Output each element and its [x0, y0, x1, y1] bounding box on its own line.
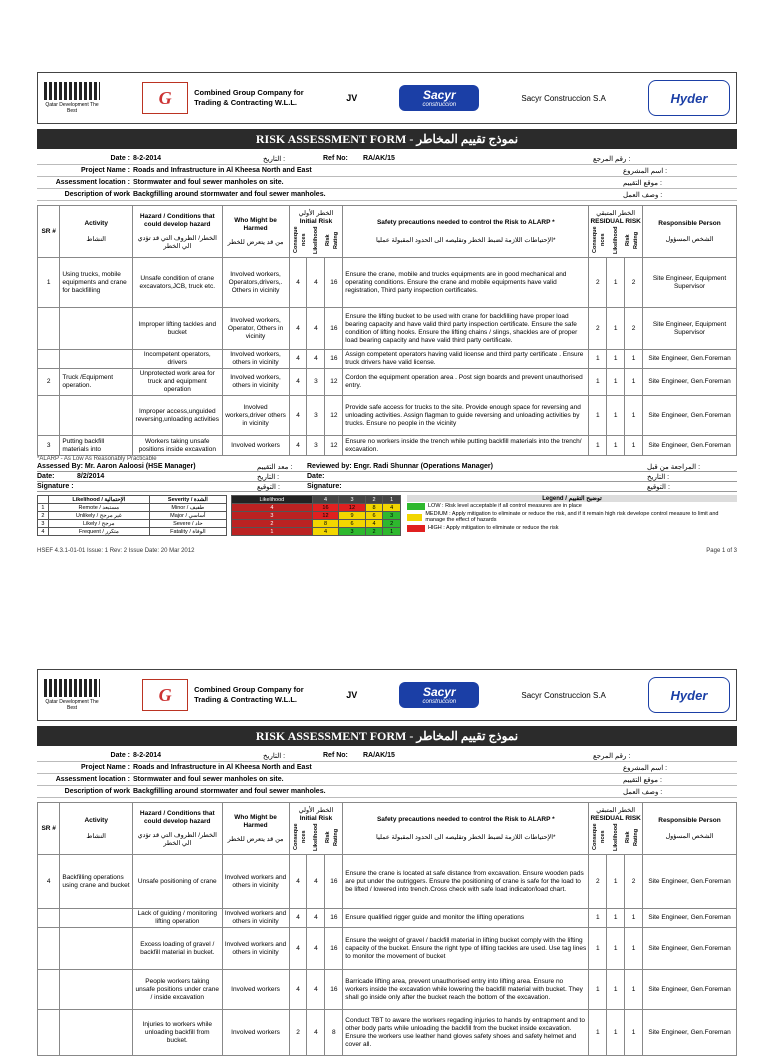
hdr-initial-risk: الخطر الأولي Initial Risk Conseque nces Likelihood Risk Rating: [289, 803, 343, 855]
hdr-activity: Activity النشاط: [60, 206, 133, 258]
matrix-row: [38, 512, 227, 520]
reviewed-signature-label: Signature:: [307, 483, 342, 490]
date-value: 8-2-2014: [133, 155, 162, 162]
cell-rc: 1: [589, 436, 607, 456]
cell-sr: [38, 928, 60, 970]
grid-row-header: 3: [232, 512, 313, 520]
cell-rc: 1: [589, 396, 607, 436]
hdr-hazard: Hazard / Conditions that could develop hazard الخطر/ الظروف التي قد تؤدي الي الخطر: [133, 803, 222, 855]
hdr-who: Who Might be Harmed من قد يتعرض للخطر: [222, 206, 289, 258]
hdr-who: Who Might be Harmed من قد يتعرض للخطر: [222, 803, 289, 855]
grid-cell: 6: [339, 520, 366, 528]
cell-rr: 2: [625, 258, 643, 308]
risk-table: [37, 205, 737, 456]
cell-rl: 1: [607, 396, 625, 436]
cell-sr: [38, 308, 60, 350]
cell-r: 16: [325, 928, 343, 970]
date-value: 8-2-2014: [133, 752, 162, 759]
cell-sr: 2: [38, 369, 60, 396]
sacyr-name: Sacyr Construccion S.A: [521, 93, 606, 103]
hyder-logo: Hyder: [648, 80, 730, 116]
cell-l: 4: [307, 308, 325, 350]
work-value: Backgfilling around stormwater and foul sewer manholes.: [133, 788, 326, 795]
cell-hazard: Unsafe condition of crane excavators,JCB, truck etc.: [133, 258, 222, 308]
date-label: Date :: [110, 752, 130, 759]
cell-l: 4: [307, 970, 325, 1010]
cell-sr: [38, 909, 60, 928]
cell-activity: [60, 970, 133, 1010]
grid-row: [232, 520, 401, 528]
cell-hazard: Incompetent operators, drivers: [133, 350, 222, 369]
grid-row-header: 4: [232, 504, 313, 512]
cell-c: 4: [289, 350, 307, 369]
cell-who: Involved workers, others in vicinity: [222, 350, 289, 369]
cell-r: 16: [325, 350, 343, 369]
cell-rc: 1: [589, 970, 607, 1010]
cell-precaution: Ensure no workers inside the trench while putting backfill materials into the trench/ excavation.: [343, 436, 589, 456]
cell-resp: Site Engineer, Gen.Foreman: [643, 855, 737, 909]
table-header-row: [38, 803, 737, 855]
cell-resp: Site Engineer, Gen.Foreman: [643, 436, 737, 456]
cell-c: 4: [289, 970, 307, 1010]
ref-ar: رقم المرجع :: [593, 155, 631, 163]
date-label: Date :: [110, 155, 130, 162]
project-label: Project Name :: [80, 764, 130, 771]
cell-who: Involved workers and others in vicinity: [222, 909, 289, 928]
hdr-responsible: Responsible Person الشخص المسؤول: [643, 803, 737, 855]
cell-activity: Backfilling operations using crane and bucket: [60, 855, 133, 909]
hdr-residual-risk: الخطر المتبقي RESIDUAL RISK Conseque nces Likelihood Risk Rating: [589, 206, 643, 258]
hyder-logo: Hyder: [648, 677, 730, 713]
cell-l: 4: [307, 350, 325, 369]
cell-r: 8: [325, 1010, 343, 1056]
cell-l: 3: [307, 369, 325, 396]
cell-rl: 1: [607, 1010, 625, 1056]
cell-l: 4: [307, 855, 325, 909]
cell-precaution: Cordon the equipment operation area . Post sign boards and prevent unauthorised entry.: [343, 369, 589, 396]
table-row: [38, 436, 737, 456]
matrix-cell-lk: Unlikely / غير مرجح: [48, 512, 149, 520]
cell-r: 16: [325, 258, 343, 308]
cell-resp: Site Engineer, Gen.Foreman: [643, 350, 737, 369]
matrix-cell-sv: Major / أساسي: [149, 512, 226, 520]
cell-hazard: Injuries to workers while unloading backfill from bucket.: [133, 1010, 222, 1056]
cell-resp: Site Engineer, Gen.Foreman: [643, 909, 737, 928]
table-row: [38, 855, 737, 909]
grid-cell: 2: [365, 528, 383, 536]
hdr-responsible: Responsible Person الشخص المسؤول: [643, 206, 737, 258]
qatar-logo: Qatar Development The Best: [44, 679, 100, 711]
grid-cell: 16: [312, 504, 339, 512]
cell-resp: Site Engineer, Gen.Foreman: [643, 970, 737, 1010]
cell-c: 4: [289, 308, 307, 350]
table-header-row: [38, 206, 737, 258]
matrix-cell-n: 1: [38, 504, 49, 512]
likelihood-severity-table: Likelihood / الإحتمالية Severity / الشدة 1 Remote / مستبعد Minor / طفيف 2 Unlikely / غير مرجح Major / أساسي 3 Likely / مرجح Severe / حاد 4 Frequent / متكرر Fatality / الوفاة: [37, 495, 227, 536]
grid-cell: 12: [339, 504, 366, 512]
hdr-residual-risk: الخطر المتبقي RESIDUAL RISK Conseque nces Likelihood Risk Rating: [589, 803, 643, 855]
grid-cell: 4: [383, 504, 401, 512]
cg-mark-icon: G: [142, 679, 188, 711]
grid-cell: 8: [365, 504, 383, 512]
legend-high: HIGH : Apply mitigation to eliminate or reduce the risk: [428, 525, 559, 531]
page-footer: [37, 548, 737, 554]
project-label: Project Name :: [80, 167, 130, 174]
work-label: Description of work: [64, 788, 130, 795]
cell-resp: Site Engineer, Gen.Foreman: [643, 1010, 737, 1056]
cell-sr: [38, 970, 60, 1010]
cell-activity: Truck /Equipment operation.: [60, 369, 133, 396]
ref-label: Ref No:: [323, 752, 348, 759]
cell-sr: [38, 396, 60, 436]
work-label: Description of work: [64, 191, 130, 198]
cell-rl: 1: [607, 436, 625, 456]
cell-l: 4: [307, 258, 325, 308]
location-value: Stormwater and foul sewer manholes on site.: [133, 179, 284, 186]
cell-hazard: Excess loading of gravel / backfill material in bucket.: [133, 928, 222, 970]
cell-hazard: Lack of guiding / monitoring lifting operation: [133, 909, 222, 928]
assessed-signature-ar: التوقيع :: [257, 483, 280, 491]
cell-r: 12: [325, 436, 343, 456]
cell-rc: 1: [589, 928, 607, 970]
table-row: [38, 1010, 737, 1056]
grid-col-header: 3: [339, 496, 366, 504]
cell-r: 16: [325, 970, 343, 1010]
cell-precaution: Provide safe access for trucks to the site. Provide enough space for reversing and unloading activities. Assign flagman to guide reversing and unloading activities by trucks. Ensure no people in the vicinity: [343, 396, 589, 436]
location-ar: موقع التقييم :: [623, 179, 662, 187]
cell-rl: 1: [607, 909, 625, 928]
cell-rl: 1: [607, 855, 625, 909]
cell-rc: 2: [589, 258, 607, 308]
matrix-row: [38, 504, 227, 512]
cell-l: 3: [307, 396, 325, 436]
cell-c: 4: [289, 258, 307, 308]
ref-value: RA/AK/15: [363, 752, 395, 759]
cell-rl: 1: [607, 928, 625, 970]
cell-l: 4: [307, 1010, 325, 1056]
date-ar: التاريخ :: [263, 752, 286, 760]
ref-value: RA/AK/15: [363, 155, 395, 162]
reviewed-ar: المراجعة من قبل :: [647, 463, 701, 471]
sacyr-name: Sacyr Construccion S.A: [521, 690, 606, 700]
form-title: RISK ASSESSMENT FORM - نموذج تقييم المخاطر: [37, 129, 737, 149]
legend-medium: MEDIUM : Apply mitigation to eliminate or reduce the risk, and if it remain high risk develope control measure to limit and manage the effect of hazards: [425, 511, 719, 523]
cell-rc: 1: [589, 909, 607, 928]
cell-hazard: Improper lifting tackles and bucket: [133, 308, 222, 350]
matrix-cell-n: 4: [38, 528, 49, 536]
cell-resp: Site Engineer, Gen.Foreman: [643, 928, 737, 970]
cell-sr: 1: [38, 258, 60, 308]
legend-low: LOW : Risk level acceptable if all control measures are in place: [428, 503, 582, 509]
matrix-row: [38, 520, 227, 528]
grid-col-header: 1: [383, 496, 401, 504]
location-label: Assessment location :: [55, 179, 130, 186]
grid-col-header: 4: [312, 496, 339, 504]
cell-rc: 1: [589, 369, 607, 396]
info-block: [37, 153, 737, 201]
grid-cell: 12: [312, 512, 339, 520]
form-title: RISK ASSESSMENT FORM - نموذج تقييم المخاطر: [37, 726, 737, 746]
cell-sr: 3: [38, 436, 60, 456]
date-ar: التاريخ :: [263, 155, 286, 163]
cell-sr: [38, 1010, 60, 1056]
legend-medium-swatch: [407, 514, 422, 521]
cell-rr: 1: [625, 970, 643, 1010]
cell-precaution: Ensure the crane is located at safe distance from excavation. Ensure wooden pads are put under the outriggers. Ensure the positioning of crane is safe for the load to be lifted / lowered into trench.Cross check with safe load indicator/load chart.: [343, 855, 589, 909]
cell-who: Involved workers: [222, 970, 289, 1010]
matrix-cell-sv: Fatality / الوفاة: [149, 528, 226, 536]
risk-matrix-block: [37, 495, 737, 536]
cell-activity: [60, 350, 133, 369]
legend: [407, 495, 737, 536]
cell-hazard: Improper access,unguided reversing,unloading activities: [133, 396, 222, 436]
sacyr-logo: Sacyr construccion: [399, 682, 479, 708]
form-page-1: [37, 72, 737, 554]
cell-who: Involved workers: [222, 1010, 289, 1056]
project-ar: اسم المشروع :: [623, 167, 668, 175]
cell-who: Involved workers: [222, 436, 289, 456]
cell-c: 4: [289, 928, 307, 970]
cell-hazard: Unprotected work area for truck and equipment operation: [133, 369, 222, 396]
cell-activity: [60, 308, 133, 350]
grid-cell: 6: [365, 512, 383, 520]
ref-label: Ref No:: [323, 155, 348, 162]
alarp-note: *ALARP - As Low As Reasonably Practicable: [37, 456, 157, 462]
cell-sr: 4: [38, 855, 60, 909]
project-ar: اسم المشروع :: [623, 764, 668, 772]
hdr-activity: Activity النشاط: [60, 803, 133, 855]
hdr-hazard: Hazard / Conditions that could develop hazard الخطر/ الظروف التي قد تؤدي الي الخطر: [133, 206, 222, 258]
table-row: [38, 396, 737, 436]
ref-ar: رقم المرجع :: [593, 752, 631, 760]
cell-precaution: Ensure qualified rigger guide and monitor the lifting operations: [343, 909, 589, 928]
grid-row: [232, 528, 401, 536]
assessed-date-ar: التاريخ :: [257, 473, 280, 481]
cell-precaution: Barricade lifting area, prevent unauthorised entry into lifting area. Ensure no workers inside the excavation while lowering the backfill material with bucket. They shall go inside only after the bucket reach the bottom of the excavation.: [343, 970, 589, 1010]
cell-c: 4: [289, 436, 307, 456]
cell-hazard: Workers taking unsafe positions inside excavation: [133, 436, 222, 456]
reviewed-signature-ar: التوقيع :: [647, 483, 670, 491]
assessed-date: 8/2/2014: [77, 473, 105, 480]
cell-l: 3: [307, 436, 325, 456]
cell-c: 4: [289, 396, 307, 436]
cell-rr: 1: [625, 396, 643, 436]
cell-hazard: Unsafe positioning of crane: [133, 855, 222, 909]
grid-cell: 4: [365, 520, 383, 528]
grid-col-header: 2: [365, 496, 383, 504]
cell-activity: [60, 1010, 133, 1056]
location-label: Assessment location :: [55, 776, 130, 783]
project-value: Roads and Infrastructure in Al Kheesa North and East: [133, 167, 312, 174]
doc-ref: HSEF 4.3.1-01-01 Issue: 1 Rev: 2 Issue Date: 20 Mar 2012: [37, 548, 195, 554]
cell-rl: 1: [607, 970, 625, 1010]
assessed-by: Assessed By: Mr. Aaron Aaloosi (HSE Manager): [37, 463, 196, 470]
cell-who: Involved workers, Operator, Others in vicinity: [222, 308, 289, 350]
matrix-cell-n: 2: [38, 512, 49, 520]
cell-c: 2: [289, 1010, 307, 1056]
grid-cell: 4: [312, 528, 339, 536]
info-block: [37, 750, 737, 798]
matrix-cell-n: 3: [38, 520, 49, 528]
hdr-precautions: Safety precautions needed to control the Risk to ALARP * الإحتياطات اللازمة لضبط الخطر وتقليصه الى الحدود المقبولة عمليا*: [343, 803, 589, 855]
cell-rl: 1: [607, 258, 625, 308]
cell-c: 4: [289, 369, 307, 396]
cell-precaution: Ensure the crane, mobile and trucks equipments are in good mechanical and operating conditions. Ensure the crane and mobile equipments have valid registration, Third party inspection certificates.: [343, 258, 589, 308]
grid-cell: 9: [339, 512, 366, 520]
risk-table: [37, 802, 737, 1056]
cell-activity: Using trucks, mobile equipments and crane for backfilling: [60, 258, 133, 308]
legend-high-swatch: [407, 525, 425, 532]
table-row: [38, 928, 737, 970]
reviewed-by: Reviewed by: Engr. Radi Shunnar (Operations Manager): [307, 463, 493, 470]
matrix-row: [38, 528, 227, 536]
table-row: [38, 369, 737, 396]
jv-label: JV: [346, 93, 358, 103]
matrix-cell-sv: Severe / حاد: [149, 520, 226, 528]
cell-rr: 1: [625, 909, 643, 928]
cell-resp: Site Engineer, Gen.Foreman: [643, 369, 737, 396]
form-page-2: [37, 669, 737, 1056]
work-value: Backgfilling around stormwater and foul sewer manholes.: [133, 191, 326, 198]
cell-rl: 1: [607, 369, 625, 396]
cell-rr: 1: [625, 369, 643, 396]
jv-label: JV: [346, 690, 358, 700]
cell-who: Involved workers, Operators,drivers,. Others in vicinity: [222, 258, 289, 308]
cell-resp: Site Engineer, Gen.Foreman: [643, 396, 737, 436]
cell-rl: 1: [607, 308, 625, 350]
grid-cell: 8: [312, 520, 339, 528]
grid-cell: 1: [383, 528, 401, 536]
cg-mark-icon: G: [142, 82, 188, 114]
cell-rr: 2: [625, 308, 643, 350]
cell-sr: [38, 350, 60, 369]
cell-activity: [60, 396, 133, 436]
cell-precaution: Ensure the weight of gravel / backfill material in lifting bucket comply with the lifting capacity of the bucket. Ensure the right type of lifting tackles are used. Use tag lines to monitor the movement of bucket: [343, 928, 589, 970]
hdr-sr: SR #: [38, 206, 60, 258]
page-number: Page 1 of 3: [706, 548, 737, 554]
cell-rc: 1: [589, 350, 607, 369]
hdr-sr: SR #: [38, 803, 60, 855]
legend-title: Legend / توضيح التقييم: [407, 495, 737, 502]
work-ar: وصف العمل :: [623, 788, 663, 796]
matrix-cell-lk: Frequent / متكرر: [48, 528, 149, 536]
cell-r: 16: [325, 855, 343, 909]
hdr-precautions: Safety precautions needed to control the Risk to ALARP * الإحتياطات اللازمة لضبط الخطر وتقليصه الى الحدود المقبولة عمليا*: [343, 206, 589, 258]
grid-row: [232, 504, 401, 512]
location-ar: موقع التقييم :: [623, 776, 662, 784]
cell-rr: 2: [625, 855, 643, 909]
matrix-cell-lk: Remote / مستبعد: [48, 504, 149, 512]
cell-precaution: Conduct TBT to aware the workers regading injuries to hands by entrapment and to other body parts while unloading the backfill from the bucket inside excavation. Ensure the workers use leather hand gloves safety shoes and safety helmet and cover all.: [343, 1010, 589, 1056]
cell-r: 16: [325, 308, 343, 350]
cell-rr: 1: [625, 350, 643, 369]
qatar-logo: Qatar Development The Best: [44, 82, 100, 114]
grid-row: [232, 512, 401, 520]
cell-l: 4: [307, 928, 325, 970]
cell-rr: 1: [625, 1010, 643, 1056]
cell-rr: 1: [625, 436, 643, 456]
cell-c: 4: [289, 855, 307, 909]
grid-row-header: 2: [232, 520, 313, 528]
grid-cell: 3: [383, 512, 401, 520]
sacyr-logo: Sacyr construccion: [399, 85, 479, 111]
cell-c: 4: [289, 909, 307, 928]
table-row: [38, 970, 737, 1010]
reviewed-date-label: Date:: [307, 473, 325, 480]
cell-hazard: People workers taking unsafe positions under crane / inside excavation: [133, 970, 222, 1010]
cell-rr: 1: [625, 928, 643, 970]
combined-group-logo: [142, 80, 304, 116]
cell-rc: 2: [589, 855, 607, 909]
matrix-cell-lk: Likely / مرجح: [48, 520, 149, 528]
assessed-ar: معد التقييم :: [257, 463, 293, 471]
cell-who: Involved workers,driver others in vicinity: [222, 396, 289, 436]
company-name: Combined Group Company for Trading & Contracting W.L.L.: [194, 88, 304, 107]
matrix-cell-sv: Minor / طفيف: [149, 504, 226, 512]
cell-who: Involved workers and others in vicinity: [222, 855, 289, 909]
grid-cell: 2: [383, 520, 401, 528]
cell-resp: Site Engineer, Equipment Supervisor: [643, 258, 737, 308]
table-row: [38, 308, 737, 350]
cell-who: Involved workers, others in vicinity: [222, 369, 289, 396]
company-name: Combined Group Company for Trading & Contracting W.L.L.: [194, 685, 304, 704]
cell-activity: Putting backfill materials into: [60, 436, 133, 456]
cell-r: 16: [325, 909, 343, 928]
project-value: Roads and Infrastructure in Al Kheesa North and East: [133, 764, 312, 771]
table-row: [38, 258, 737, 308]
cell-precaution: Ensure the lifting bucket to be used with crane for backfilling have proper load bearing capacity and have valid third party inspection certificate. Ensure the safe condition of lifting hooks. Ensure the lifting chains / slings, shackles are of proper load bearing capacity and have valid third party certificate.: [343, 308, 589, 350]
cell-rc: 1: [589, 1010, 607, 1056]
table-row: [38, 350, 737, 369]
logo-header: [37, 72, 737, 124]
signoff-block: [37, 462, 737, 492]
cell-rc: 2: [589, 308, 607, 350]
logo-header: [37, 669, 737, 721]
legend-low-swatch: [407, 503, 425, 510]
grid-row-header: 1: [232, 528, 313, 536]
cell-who: Involved workers and others in vicinity: [222, 928, 289, 970]
cell-l: 4: [307, 909, 325, 928]
cell-rl: 1: [607, 350, 625, 369]
location-value: Stormwater and foul sewer manholes on site.: [133, 776, 284, 783]
reviewed-date-ar: التاريخ :: [647, 473, 670, 481]
assessed-signature-label: Signature :: [37, 483, 74, 490]
cell-r: 12: [325, 369, 343, 396]
combined-group-logo: [142, 677, 304, 713]
cell-resp: Site Engineer, Equipment Supervisor: [643, 308, 737, 350]
table-row: [38, 909, 737, 928]
assessed-date-label: Date:: [37, 473, 55, 480]
cell-activity: [60, 928, 133, 970]
risk-grid: Likelihood 4 3 2 1 4 16 12 8 4 3 12 9 6 3 2 8 6 4 2 1 4 3 2 1: [231, 495, 401, 536]
cell-activity: [60, 909, 133, 928]
work-ar: وصف العمل :: [623, 191, 663, 199]
grid-cell: 3: [339, 528, 366, 536]
hdr-initial-risk: الخطر الأولي Initial Risk Conseque nces Likelihood Risk Rating: [289, 206, 343, 258]
cell-r: 12: [325, 396, 343, 436]
cell-precaution: Assign competent operators having valid license and third party certificate . Ensure truck drivers have valid license.: [343, 350, 589, 369]
